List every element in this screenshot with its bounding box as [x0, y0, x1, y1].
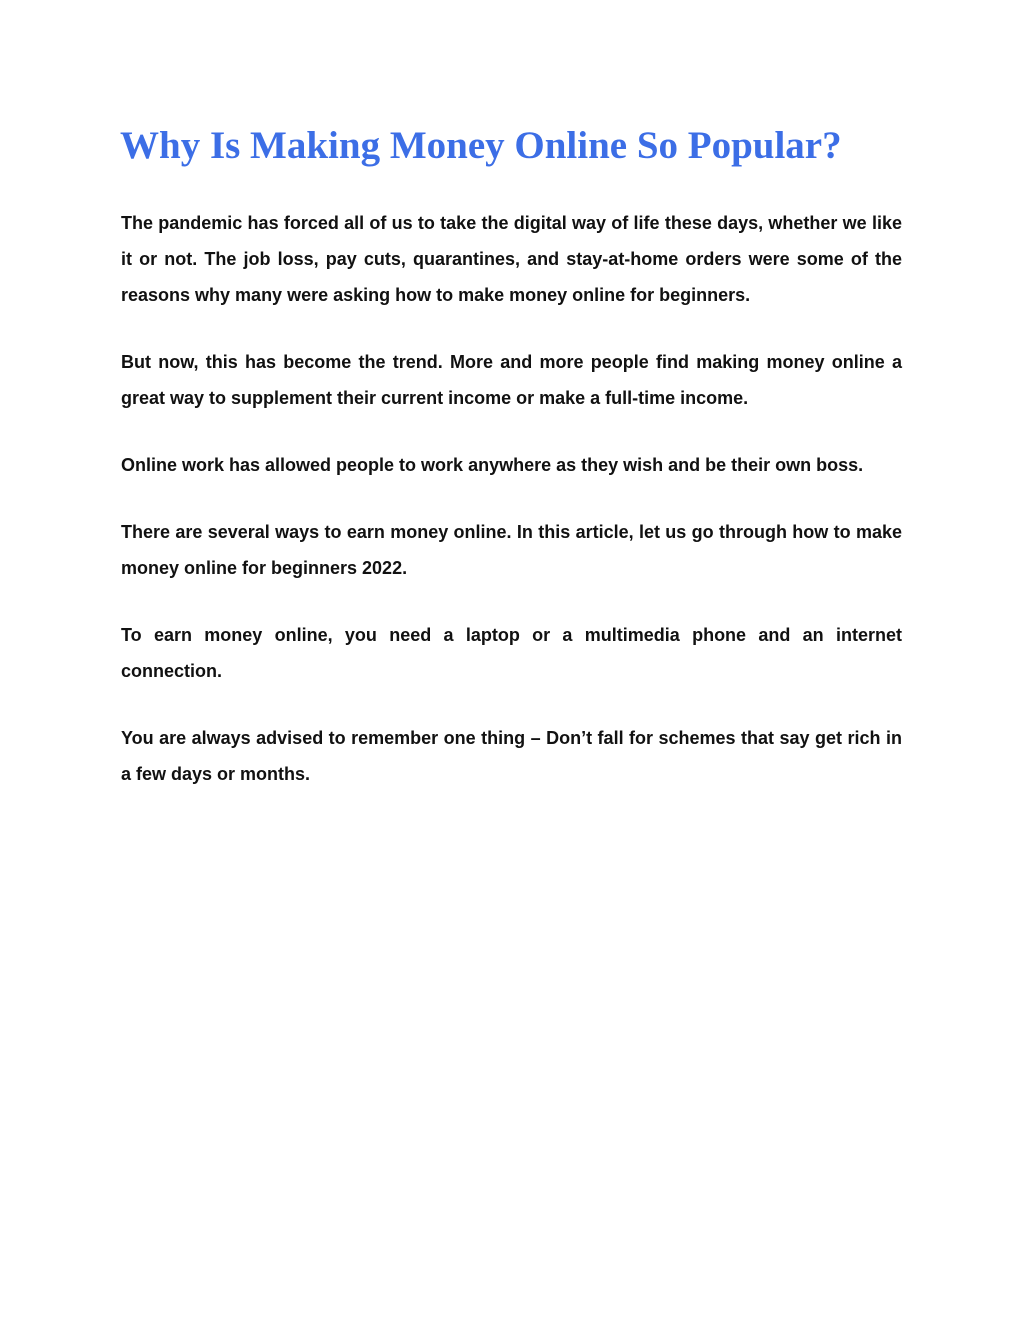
paragraph-advice: You are always advised to remember one thing – Don’t fall for schemes that say get rich in a few days or months. — [121, 728, 902, 784]
paragraph-online-work: Online work has allowed people to work anywhere as they wish and be their own boss. — [121, 455, 864, 475]
paragraph-trend: But now, this has become the trend. More and more people find making money online a great way to supplement their current income or make a full-time income. — [121, 352, 902, 408]
document-title: Why Is Making Money Online So Popular? — [120, 124, 842, 167]
paragraph-ways-to-earn: There are several ways to earn money online. In this article, let us go through how to make money online for beginners 2022. — [121, 522, 902, 578]
paragraph-requirements: To earn money online, you need a laptop or a multimedia phone and an internet connection. — [121, 625, 902, 681]
paragraph-pandemic: The pandemic has forced all of us to take the digital way of life these days, whether we like it or not. The job loss, pay cuts, quarantines, and stay-at-home orders were some of the reasons why many were asking how to make money online for beginners. — [121, 213, 902, 305]
document-body — [121, 205, 902, 823]
